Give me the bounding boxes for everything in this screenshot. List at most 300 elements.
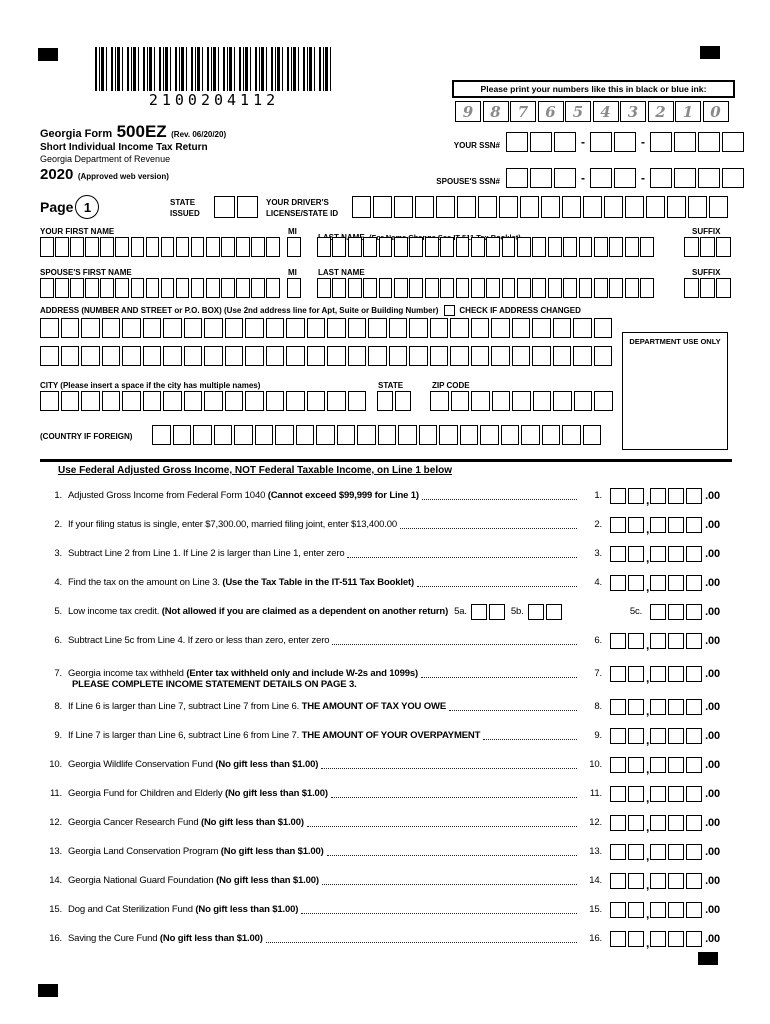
char-box[interactable] [609, 237, 623, 257]
char-box[interactable] [491, 318, 510, 338]
char-box[interactable] [415, 196, 434, 218]
char-box[interactable] [650, 575, 666, 591]
char-box[interactable] [214, 425, 233, 445]
char-box[interactable] [296, 425, 315, 445]
amount-units-boxes[interactable] [650, 757, 702, 773]
char-box[interactable] [491, 346, 510, 366]
char-box[interactable] [131, 237, 145, 257]
credit-5a-boxes[interactable] [471, 604, 505, 620]
char-box[interactable] [368, 346, 387, 366]
char-box[interactable] [554, 168, 576, 188]
char-box[interactable] [55, 237, 69, 257]
char-box[interactable] [327, 346, 346, 366]
char-box[interactable] [610, 699, 626, 715]
char-box[interactable] [686, 757, 702, 773]
char-box[interactable] [245, 346, 264, 366]
char-box[interactable] [698, 132, 720, 152]
char-box[interactable] [628, 699, 644, 715]
char-box[interactable] [614, 168, 636, 188]
char-box[interactable] [451, 391, 470, 411]
char-box[interactable] [562, 425, 581, 445]
char-box[interactable] [275, 425, 294, 445]
char-box[interactable] [81, 391, 100, 411]
char-box[interactable] [668, 815, 684, 831]
char-box[interactable] [668, 786, 684, 802]
char-box[interactable] [363, 237, 377, 257]
amount-units-boxes[interactable] [650, 902, 702, 918]
char-box[interactable] [563, 237, 577, 257]
char-box[interactable] [667, 196, 686, 218]
char-box[interactable] [686, 699, 702, 715]
address-line2-field[interactable] [40, 346, 612, 366]
char-box[interactable] [532, 346, 551, 366]
char-box[interactable] [368, 318, 387, 338]
char-box[interactable] [440, 278, 454, 298]
char-box[interactable] [377, 391, 393, 411]
address-changed-checkbox[interactable] [444, 305, 455, 316]
amount-field[interactable] [610, 572, 720, 594]
char-box[interactable] [184, 391, 203, 411]
char-box[interactable] [395, 391, 411, 411]
amount-thousands-boxes[interactable] [610, 844, 644, 860]
char-box[interactable] [650, 132, 672, 152]
char-box[interactable] [40, 391, 59, 411]
char-box[interactable] [266, 318, 285, 338]
char-box[interactable] [698, 168, 720, 188]
amount-field[interactable] [610, 725, 720, 747]
char-box[interactable] [700, 237, 715, 257]
char-box[interactable] [61, 346, 80, 366]
amount-thousands-boxes[interactable] [610, 902, 644, 918]
char-box[interactable] [640, 237, 654, 257]
char-box[interactable] [650, 546, 666, 562]
char-box[interactable] [471, 604, 487, 620]
amount-units-boxes[interactable] [650, 517, 702, 533]
char-box[interactable] [684, 237, 699, 257]
char-box[interactable] [583, 425, 602, 445]
char-box[interactable] [650, 728, 666, 744]
char-box[interactable] [471, 391, 490, 411]
amount-field[interactable] [610, 543, 720, 565]
char-box[interactable] [686, 575, 702, 591]
amount-field[interactable] [610, 754, 720, 776]
char-box[interactable] [668, 873, 684, 889]
char-box[interactable] [668, 699, 684, 715]
char-box[interactable] [122, 318, 141, 338]
char-box[interactable] [628, 902, 644, 918]
ssn-serial-boxes[interactable] [650, 132, 744, 152]
char-box[interactable] [628, 575, 644, 591]
char-box[interactable] [184, 318, 203, 338]
char-box[interactable] [225, 346, 244, 366]
char-box[interactable] [457, 196, 476, 218]
char-box[interactable] [486, 237, 500, 257]
char-box[interactable] [533, 391, 552, 411]
char-box[interactable] [650, 604, 666, 620]
char-box[interactable] [610, 546, 626, 562]
char-box[interactable] [625, 278, 639, 298]
char-box[interactable] [225, 391, 244, 411]
char-box[interactable] [530, 168, 552, 188]
char-box[interactable] [650, 815, 666, 831]
char-box[interactable] [40, 346, 59, 366]
amount-field[interactable] [610, 870, 720, 892]
char-box[interactable] [266, 237, 280, 257]
char-box[interactable] [668, 575, 684, 591]
char-box[interactable] [532, 318, 551, 338]
char-box[interactable] [478, 196, 497, 218]
spouse-suffix-field[interactable] [684, 278, 731, 298]
char-box[interactable] [686, 873, 702, 889]
char-box[interactable] [650, 786, 666, 802]
char-box[interactable] [307, 318, 326, 338]
char-box[interactable] [373, 196, 392, 218]
char-box[interactable] [102, 391, 121, 411]
char-box[interactable] [348, 237, 362, 257]
char-box[interactable] [492, 391, 511, 411]
char-box[interactable] [686, 604, 702, 620]
char-box[interactable] [650, 757, 666, 773]
char-box[interactable] [668, 546, 684, 562]
char-box[interactable] [501, 425, 520, 445]
char-box[interactable] [286, 318, 305, 338]
char-box[interactable] [409, 318, 428, 338]
char-box[interactable] [610, 757, 626, 773]
spouse-mi-field[interactable] [287, 278, 301, 298]
country-field[interactable] [152, 425, 601, 445]
char-box[interactable] [650, 517, 666, 533]
amount-thousands-boxes[interactable] [610, 815, 644, 831]
char-box[interactable] [625, 196, 644, 218]
char-box[interactable] [456, 278, 470, 298]
char-box[interactable] [115, 237, 129, 257]
char-box[interactable] [668, 757, 684, 773]
char-box[interactable] [122, 391, 141, 411]
amount-units-boxes[interactable] [650, 546, 702, 562]
char-box[interactable] [674, 132, 696, 152]
char-box[interactable] [512, 391, 531, 411]
char-box[interactable] [236, 278, 250, 298]
char-box[interactable] [55, 278, 69, 298]
char-box[interactable] [221, 237, 235, 257]
char-box[interactable] [152, 425, 171, 445]
char-box[interactable] [221, 278, 235, 298]
char-box[interactable] [480, 425, 499, 445]
ssn-area-boxes[interactable] [506, 132, 576, 152]
mi-field[interactable] [287, 237, 301, 257]
char-box[interactable] [409, 278, 423, 298]
char-box[interactable] [590, 168, 612, 188]
amount-boxes[interactable] [650, 604, 702, 620]
char-box[interactable] [512, 346, 531, 366]
char-box[interactable] [146, 237, 160, 257]
char-box[interactable] [379, 278, 393, 298]
char-box[interactable] [430, 391, 449, 411]
char-box[interactable] [628, 546, 644, 562]
char-box[interactable] [206, 278, 220, 298]
char-box[interactable] [609, 278, 623, 298]
amount-units-boxes[interactable] [650, 666, 702, 682]
char-box[interactable] [628, 757, 644, 773]
char-box[interactable] [628, 633, 644, 649]
char-box[interactable] [583, 196, 602, 218]
char-box[interactable] [668, 844, 684, 860]
state-issued-field[interactable] [214, 196, 258, 218]
char-box[interactable] [716, 278, 731, 298]
char-box[interactable] [574, 391, 593, 411]
char-box[interactable] [541, 196, 560, 218]
char-box[interactable] [102, 346, 121, 366]
char-box[interactable] [316, 425, 335, 445]
char-box[interactable] [419, 425, 438, 445]
amount-field[interactable] [610, 514, 720, 536]
char-box[interactable] [143, 318, 162, 338]
char-box[interactable] [163, 346, 182, 366]
char-box[interactable] [266, 391, 285, 411]
amount-units-boxes[interactable] [650, 844, 702, 860]
char-box[interactable] [546, 604, 562, 620]
amount-units-boxes[interactable] [650, 728, 702, 744]
char-box[interactable] [686, 728, 702, 744]
char-box[interactable] [686, 666, 702, 682]
char-box[interactable] [640, 278, 654, 298]
char-box[interactable] [176, 237, 190, 257]
char-box[interactable] [163, 391, 182, 411]
char-box[interactable] [610, 786, 626, 802]
char-box[interactable] [628, 666, 644, 682]
char-box[interactable] [332, 278, 346, 298]
char-box[interactable] [628, 931, 644, 947]
char-box[interactable] [499, 196, 518, 218]
amount-thousands-boxes[interactable] [610, 546, 644, 562]
char-box[interactable] [61, 318, 80, 338]
char-box[interactable] [686, 633, 702, 649]
char-box[interactable] [327, 391, 346, 411]
char-box[interactable] [530, 132, 552, 152]
char-box[interactable] [610, 488, 626, 504]
char-box[interactable] [628, 517, 644, 533]
char-box[interactable] [528, 604, 544, 620]
char-box[interactable] [173, 425, 192, 445]
char-box[interactable] [650, 666, 666, 682]
char-box[interactable] [686, 931, 702, 947]
char-box[interactable] [686, 546, 702, 562]
char-box[interactable] [548, 237, 562, 257]
char-box[interactable] [286, 391, 305, 411]
char-box[interactable] [425, 278, 439, 298]
char-box[interactable] [521, 425, 540, 445]
char-box[interactable] [337, 425, 356, 445]
char-box[interactable] [425, 237, 439, 257]
char-box[interactable] [85, 278, 99, 298]
char-box[interactable] [225, 318, 244, 338]
char-box[interactable] [379, 237, 393, 257]
amount-field[interactable] [610, 696, 720, 718]
amount-thousands-boxes[interactable] [610, 575, 644, 591]
char-box[interactable] [506, 168, 528, 188]
char-box[interactable] [460, 425, 479, 445]
char-box[interactable] [100, 278, 114, 298]
char-box[interactable] [650, 931, 666, 947]
char-box[interactable] [143, 346, 162, 366]
suffix-field[interactable] [684, 237, 731, 257]
char-box[interactable] [590, 132, 612, 152]
char-box[interactable] [610, 728, 626, 744]
char-box[interactable] [686, 517, 702, 533]
char-box[interactable] [163, 318, 182, 338]
char-box[interactable] [307, 391, 326, 411]
char-box[interactable] [191, 237, 205, 257]
char-box[interactable] [193, 425, 212, 445]
char-box[interactable] [204, 318, 223, 338]
ssn-area-boxes[interactable] [506, 168, 576, 188]
char-box[interactable] [594, 318, 613, 338]
char-box[interactable] [700, 278, 715, 298]
char-box[interactable] [722, 132, 744, 152]
char-box[interactable] [686, 815, 702, 831]
char-box[interactable] [131, 278, 145, 298]
char-box[interactable] [389, 318, 408, 338]
char-box[interactable] [70, 237, 84, 257]
char-box[interactable] [610, 575, 626, 591]
char-box[interactable] [668, 517, 684, 533]
char-box[interactable] [146, 278, 160, 298]
char-box[interactable] [553, 346, 572, 366]
char-box[interactable] [206, 237, 220, 257]
char-box[interactable] [409, 237, 423, 257]
char-box[interactable] [614, 132, 636, 152]
char-box[interactable] [686, 902, 702, 918]
char-box[interactable] [409, 346, 428, 366]
char-box[interactable] [554, 132, 576, 152]
char-box[interactable] [573, 346, 592, 366]
char-box[interactable] [650, 488, 666, 504]
ssn-group-boxes[interactable] [590, 168, 636, 188]
char-box[interactable] [40, 278, 54, 298]
char-box[interactable] [394, 196, 413, 218]
char-box[interactable] [610, 902, 626, 918]
char-box[interactable] [594, 278, 608, 298]
char-box[interactable] [502, 237, 516, 257]
char-box[interactable] [394, 278, 408, 298]
char-box[interactable] [668, 728, 684, 744]
char-box[interactable] [686, 488, 702, 504]
char-box[interactable] [363, 278, 377, 298]
char-box[interactable] [352, 196, 371, 218]
char-box[interactable] [650, 168, 672, 188]
char-box[interactable] [332, 237, 346, 257]
char-box[interactable] [61, 391, 80, 411]
char-box[interactable] [688, 196, 707, 218]
amount-units-boxes[interactable] [650, 815, 702, 831]
char-box[interactable] [237, 196, 258, 218]
char-box[interactable] [471, 318, 490, 338]
char-box[interactable] [489, 604, 505, 620]
char-box[interactable] [668, 488, 684, 504]
char-box[interactable] [191, 278, 205, 298]
char-box[interactable] [348, 346, 367, 366]
char-box[interactable] [161, 237, 175, 257]
amount-field[interactable] [610, 928, 720, 950]
amount-field[interactable] [610, 812, 720, 834]
spouse-ssn-field[interactable] [506, 168, 744, 188]
char-box[interactable] [594, 237, 608, 257]
char-box[interactable] [439, 425, 458, 445]
ssn-group-boxes[interactable] [590, 132, 636, 152]
char-box[interactable] [579, 237, 593, 257]
zip-field[interactable] [430, 391, 613, 411]
char-box[interactable] [553, 318, 572, 338]
char-box[interactable] [646, 196, 665, 218]
char-box[interactable] [628, 728, 644, 744]
char-box[interactable] [81, 318, 100, 338]
char-box[interactable] [610, 931, 626, 947]
char-box[interactable] [440, 237, 454, 257]
char-box[interactable] [625, 237, 639, 257]
char-box[interactable] [389, 346, 408, 366]
char-box[interactable] [286, 346, 305, 366]
char-box[interactable] [610, 517, 626, 533]
amount-thousands-boxes[interactable] [610, 931, 644, 947]
char-box[interactable] [184, 346, 203, 366]
char-box[interactable] [579, 278, 593, 298]
amount-units-boxes[interactable] [650, 633, 702, 649]
char-box[interactable] [506, 132, 528, 152]
char-box[interactable] [234, 425, 253, 445]
char-box[interactable] [722, 168, 744, 188]
char-box[interactable] [610, 815, 626, 831]
char-box[interactable] [512, 318, 531, 338]
char-box[interactable] [348, 278, 362, 298]
char-box[interactable] [214, 196, 235, 218]
amount-thousands-boxes[interactable] [610, 488, 644, 504]
char-box[interactable] [650, 902, 666, 918]
drivers-license-field[interactable] [352, 196, 728, 218]
char-box[interactable] [532, 237, 546, 257]
char-box[interactable] [40, 318, 59, 338]
char-box[interactable] [85, 237, 99, 257]
char-box[interactable] [100, 237, 114, 257]
char-box[interactable] [668, 666, 684, 682]
spouse-last-name-field[interactable] [317, 278, 654, 298]
char-box[interactable] [604, 196, 623, 218]
char-box[interactable] [610, 844, 626, 860]
char-box[interactable] [394, 237, 408, 257]
char-box[interactable] [245, 318, 264, 338]
char-box[interactable] [668, 604, 684, 620]
char-box[interactable] [176, 278, 190, 298]
char-box[interactable] [307, 346, 326, 366]
char-box[interactable] [348, 391, 367, 411]
amount-units-boxes[interactable] [650, 575, 702, 591]
state-field[interactable] [377, 391, 411, 411]
amount-units-boxes[interactable] [650, 488, 702, 504]
char-box[interactable] [398, 425, 417, 445]
char-box[interactable] [456, 237, 470, 257]
char-box[interactable] [287, 237, 301, 257]
char-box[interactable] [563, 278, 577, 298]
char-box[interactable] [430, 318, 449, 338]
amount-field[interactable] [610, 485, 720, 507]
char-box[interactable] [317, 278, 331, 298]
char-box[interactable] [668, 902, 684, 918]
char-box[interactable] [650, 699, 666, 715]
char-box[interactable] [628, 815, 644, 831]
char-box[interactable] [628, 873, 644, 889]
char-box[interactable] [502, 278, 516, 298]
char-box[interactable] [236, 237, 250, 257]
char-box[interactable] [204, 346, 223, 366]
